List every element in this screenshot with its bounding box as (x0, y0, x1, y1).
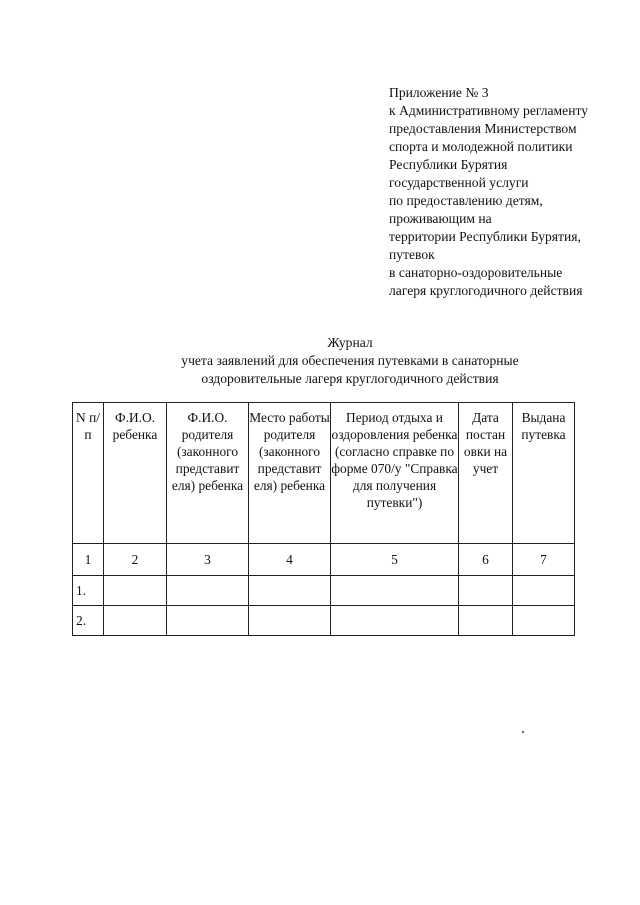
appendix-line: спорта и молодежной политики (389, 139, 573, 154)
table-cell (331, 576, 459, 606)
appendix-line: государственной услуги (389, 175, 529, 190)
header-cell-number: N п/п (73, 403, 104, 544)
column-number-row (73, 544, 575, 576)
table-cell (459, 576, 513, 606)
column-number: 4 (249, 544, 331, 576)
header-row (73, 403, 575, 544)
appendix-line: Республики Бурятия (389, 157, 508, 172)
table-row (73, 606, 575, 636)
column-number: 3 (167, 544, 249, 576)
table-cell (167, 606, 249, 636)
appendix-line: по предоставлению детям, (389, 193, 543, 208)
document-title (60, 334, 640, 388)
column-number: 6 (459, 544, 513, 576)
table-cell (331, 606, 459, 636)
table-cell (104, 576, 167, 606)
title-line-1: учета заявлений для обеспечения путевками в санаторные (181, 353, 519, 368)
appendix-line: путевок (389, 247, 435, 262)
title-heading: Журнал (327, 335, 373, 350)
column-number: 1 (73, 544, 104, 576)
table-cell (167, 576, 249, 606)
header-cell-registration-date: Дата постан овки на учет (459, 403, 513, 544)
column-number: 5 (331, 544, 459, 576)
journal-table (72, 402, 575, 636)
appendix-line: территории Республики Бурятия, (389, 229, 581, 244)
header-cell-child-name: Ф.И.О. ребенка (104, 403, 167, 544)
appendix-line: лагеря круглогодичного действия (389, 283, 583, 298)
title-line-2: оздоровительные лагеря круглогодичного действия (201, 371, 499, 386)
appendix-line: в санаторно-оздоровительные (389, 265, 563, 280)
appendix-line: Приложение № 3 (389, 85, 489, 100)
table-cell: 1. (73, 576, 104, 606)
table-cell (459, 606, 513, 636)
table-cell (104, 606, 167, 636)
header-cell-parent-name: Ф.И.О. родителя (законного представит еля) ребенка (167, 403, 249, 544)
header-cell-voucher-issued: Выдана путевка (513, 403, 575, 544)
table-cell (513, 606, 575, 636)
table-cell (513, 576, 575, 606)
appendix-note (389, 84, 634, 300)
header-cell-parent-workplace: Место работы родителя (законного представит еля) ребенка (249, 403, 331, 544)
appendix-line: к Административному регламенту (389, 103, 589, 118)
column-number: 7 (513, 544, 575, 576)
table-cell (249, 606, 331, 636)
column-number: 2 (104, 544, 167, 576)
table-row (73, 576, 575, 606)
table-cell: 2. (73, 606, 104, 636)
header-cell-rest-period: Период отдыха и оздоровления ребенка (согласно справке по форме 070/у "Справка для получения путевки") (331, 403, 459, 544)
appendix-line: предоставления Министерством (389, 121, 577, 136)
scan-speck (522, 731, 524, 733)
appendix-line: проживающим на (389, 211, 492, 226)
table-cell (249, 576, 331, 606)
